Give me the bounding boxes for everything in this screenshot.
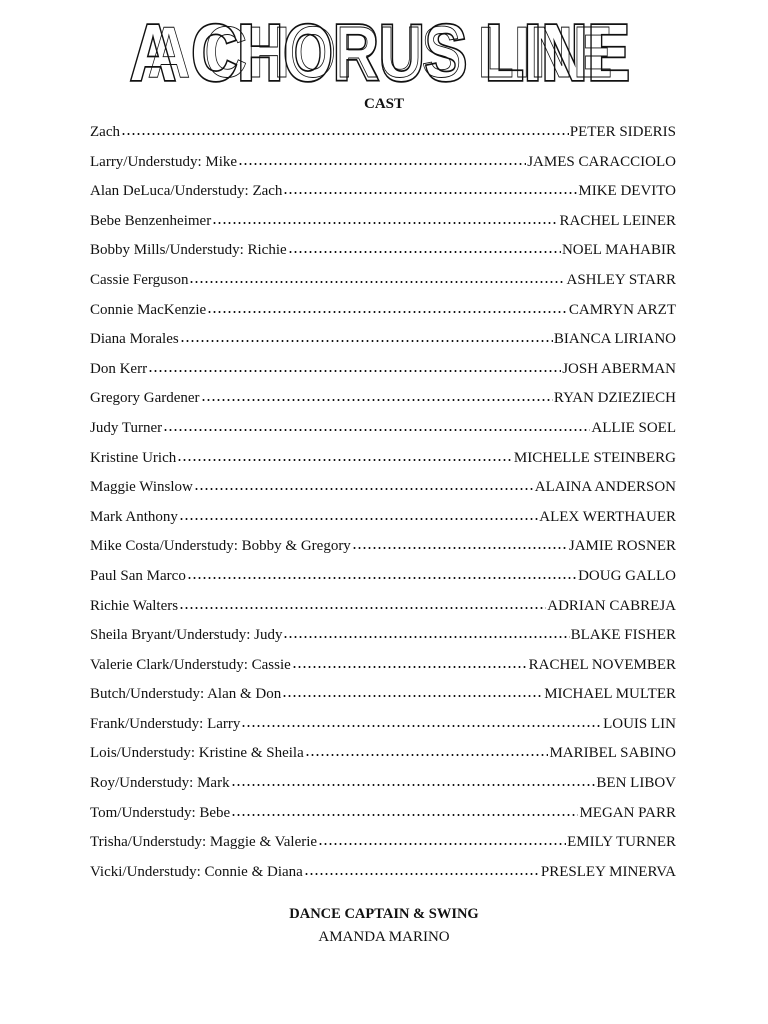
dot-leader [180,325,553,343]
cast-role: Trisha/Understudy: Maggie & Valerie [90,834,318,851]
show-logo-graphic [120,6,640,94]
cast-actor: ALAINA ANDERSON [534,479,676,496]
cast-role: Connie MacKenzie [90,301,207,318]
cast-role: Sheila Bryant/Understudy: Judy [90,627,283,644]
dot-leader [283,177,577,195]
cast-actor: PRESLEY MINERVA [540,863,676,880]
cast-actor: BLAKE FISHER [570,627,676,644]
cast-row [90,503,676,533]
dot-leader [148,355,561,373]
cast-role: Gregory Gardener [90,390,200,407]
dot-leader [177,444,513,462]
cast-row [90,739,676,769]
cast-actor: JAMES CARACCIOLO [527,153,676,170]
dot-leader [189,266,565,284]
cast-actor: MIKE DEVITO [578,183,676,200]
dot-leader [304,858,540,876]
dot-leader [283,621,569,639]
dot-leader [231,769,596,787]
dot-leader [231,799,578,817]
cast-actor: BIANCA LIRIANO [553,331,676,348]
dance-captain-heading: DANCE CAPTAIN & SWING [289,906,479,922]
cast-role: Cassie Ferguson [90,271,189,288]
dot-leader [194,473,534,491]
cast-role: Richie Walters [90,597,179,614]
cast-role: Bobby Mills/Understudy: Richie [90,242,287,259]
cast-actor: RYAN DZIEZIECH [553,390,676,407]
cast-row [90,680,676,710]
cast-role: Diana Morales [90,331,179,348]
cast-list [90,118,676,887]
dot-leader [179,503,538,521]
cast-row [90,444,676,474]
cast-actor: LOUIS LIN [603,715,676,732]
cast-row [90,118,676,148]
cast-actor: MEGAN PARR [579,804,676,821]
cast-actor: EMILY TURNER [567,834,676,851]
cast-role: Judy Turner [90,419,163,436]
cast-row [90,532,676,562]
dot-leader [292,651,528,669]
cast-role: Don Kerr [90,360,148,377]
cast-role: Roy/Understudy: Mark [90,775,230,792]
cast-actor: JOSH ABERMAN [562,360,676,377]
cast-actor: MARIBEL SABINO [549,745,676,762]
cast-row [90,207,676,237]
cast-role: Paul San Marco [90,567,186,584]
cast-row [90,858,676,888]
cast-row [90,799,676,829]
cast-row [90,651,676,681]
dot-leader [288,236,561,254]
show-logo [120,6,640,94]
dot-leader [121,118,569,136]
cast-row [90,414,676,444]
show-logo-inline: A CHORUS LINE [147,12,613,93]
show-logo-text: A CHORUS LINE [130,8,630,94]
cast-row [90,592,676,622]
cast-role: Kristine Urich [90,449,177,466]
cast-role: Zach [90,124,120,140]
dot-leader [212,207,558,225]
dot-leader [305,739,549,757]
cast-role: Valerie Clark/Understudy: Cassie [90,656,291,673]
cast-role: Tom/Understudy: Bebe [90,804,231,821]
dance-captain-name: AMANDA MARINO [318,929,450,945]
cast-role: Maggie Winslow [90,479,193,496]
dot-leader [282,680,543,698]
dot-leader [179,592,546,610]
cast-role: Vicki/Understudy: Connie & Diana [90,863,303,880]
cast-actor: RACHEL NOVEMBER [528,656,676,673]
dot-leader [318,828,566,846]
cast-role: Mike Costa/Understudy: Bobby & Gregory [90,538,351,555]
cast-role: Lois/Understudy: Kristine & Sheila [90,745,304,762]
cast-role: Larry/Understudy: Mike [90,153,238,170]
dot-leader [238,148,526,166]
cast-row [90,828,676,858]
cast-actor: PETER SIDERIS [569,124,676,140]
cast-actor: JAMIE ROSNER [568,538,676,555]
cast-heading: CAST [363,96,404,112]
cast-row [90,296,676,326]
cast-role: Butch/Understudy: Alan & Don [90,686,282,703]
cast-row [90,710,676,740]
cast-row [90,266,676,296]
cast-row [90,177,676,207]
cast-actor: BEN LIBOV [596,775,676,792]
cast-role: Alan DeLuca/Understudy: Zach [90,183,283,200]
dot-leader [163,414,590,432]
cast-row [90,384,676,414]
cast-role: Frank/Understudy: Larry [90,715,241,732]
cast-actor: MICHELLE STEINBERG [513,449,676,466]
dot-leader [187,562,577,580]
cast-row [90,355,676,385]
cast-row [90,621,676,651]
cast-actor: ALEX WERTHAUER [539,508,676,525]
dot-leader [207,296,568,314]
dot-leader [352,532,568,550]
cast-actor: NOEL MAHABIR [561,242,676,259]
cast-row [90,769,676,799]
dot-leader [201,384,553,402]
cast-actor: ADRIAN CABREJA [547,597,676,614]
cast-actor: RACHEL LEINER [559,212,676,229]
cast-row [90,236,676,266]
cast-role: Mark Anthony [90,508,178,525]
cast-role: Bebe Benzenheimer [90,212,212,229]
cast-actor: ALLIE SOEL [591,419,676,436]
cast-actor: MICHAEL MULTER [544,686,676,703]
cast-row [90,562,676,592]
cast-actor: CAMRYN ARZT [568,301,676,318]
cast-row [90,473,676,503]
cast-actor: DOUG GALLO [578,567,676,584]
cast-row [90,325,676,355]
cast-row [90,148,676,178]
cast-actor: ASHLEY STARR [566,271,676,288]
dot-leader [241,710,602,728]
